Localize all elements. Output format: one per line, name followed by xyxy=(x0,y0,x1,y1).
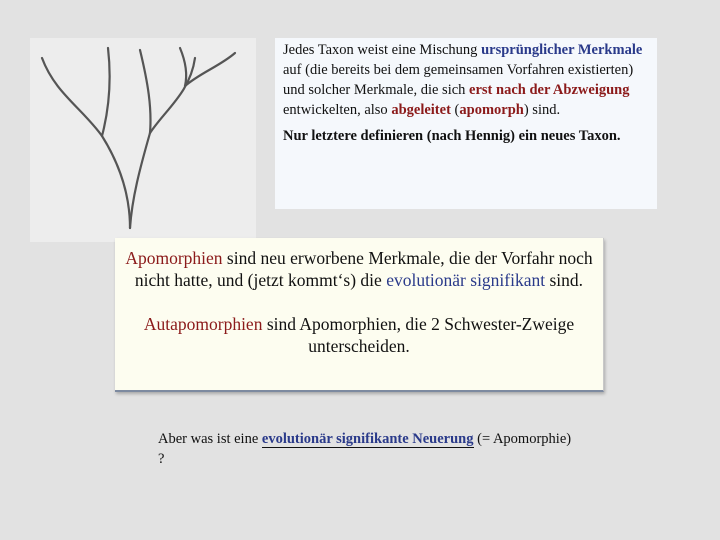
question-text: Aber was ist eine evolutionär signifikante Neuerung (= Apomorphie) ? xyxy=(158,431,572,467)
tree-branch-left xyxy=(42,58,130,228)
term-erst-nach-abzweigung: erst nach der Abzweigung xyxy=(469,82,630,98)
apomorphien-definition: Apomorphien sind neu erworbene Merkmale, die der Vorfahr noch nicht hatte, und (jetzt kommt‘s) die evolutionär signifikant sind. xyxy=(125,248,593,290)
term-evolutionar-signifikante-neuerung: evolutionär signifikante Neuerung xyxy=(261,431,474,447)
phylogenetic-tree-figure xyxy=(30,38,256,242)
tree-branch-a xyxy=(102,48,110,136)
term-apomorphien: Apomorphien xyxy=(125,248,223,268)
apomorphy-note-box xyxy=(115,238,604,392)
taxon-mixture-text: Jedes Taxon weist eine Mischung ursprünglicher Merkmale auf (die bereits bei dem gemeinsamen Vorfahren existierten) und solcher Merkmale, die sich erst nach der Abzweigung entwickelten, also abgeleitet (apomorph) sind. xyxy=(283,42,643,118)
phylogenetic-tree-icon xyxy=(30,38,256,242)
term-autapomorphien: Autapomorphien xyxy=(143,314,263,334)
term-apomorph: apomorph xyxy=(459,102,524,118)
tree-branch-c xyxy=(150,58,195,133)
closing-question xyxy=(158,429,578,469)
hennig-statement: Nur letztere definieren (nach Hennig) ein neues Taxon. xyxy=(283,128,621,144)
tree-trunk-right xyxy=(130,133,150,228)
term-ursprungliche-merkmale: ursprünglicher Merkmale xyxy=(481,42,643,58)
definition-box xyxy=(275,38,657,209)
term-evolutionar-signifikant: evolutionär signifikant xyxy=(386,270,546,290)
autapomorphien-definition: Autapomorphien sind Apomorphien, die 2 Schwester-Zweige unterscheiden. xyxy=(143,314,575,356)
tree-branch-e xyxy=(180,48,186,86)
tree-branch-b xyxy=(140,50,151,133)
term-abgeleitet: abgeleitet xyxy=(391,102,451,118)
